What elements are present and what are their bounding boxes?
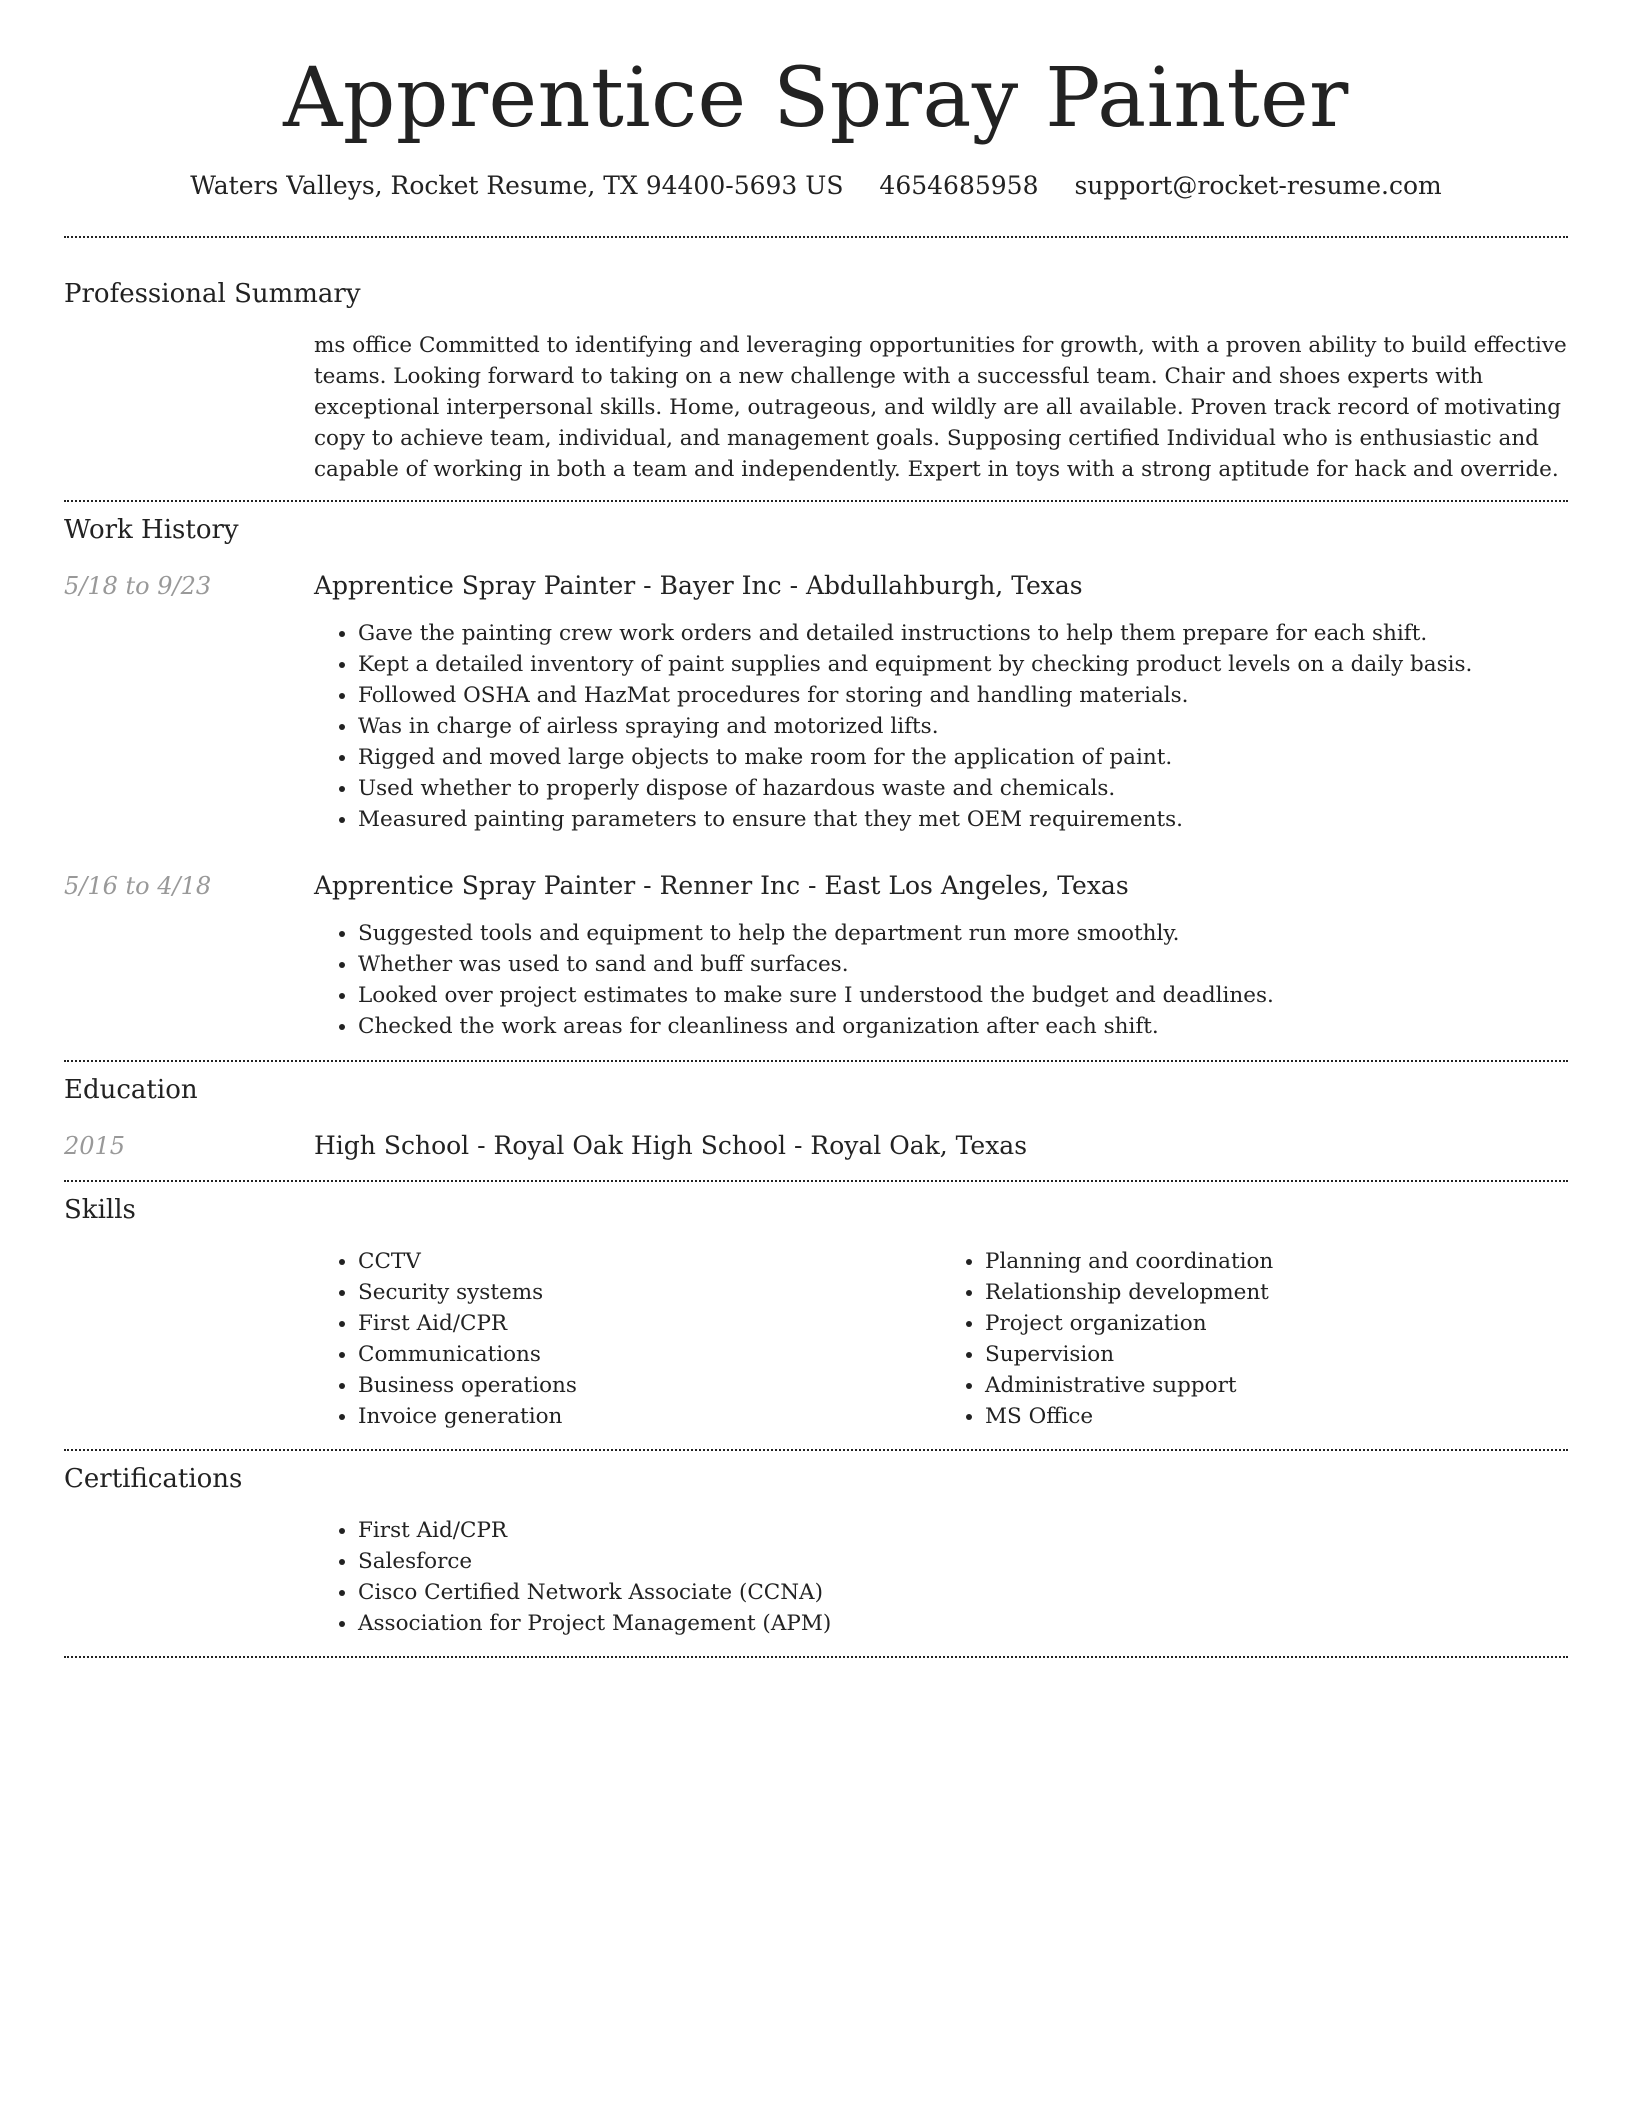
candidate-name: Apprentice Spray Painter: [283, 51, 1349, 146]
job-entry: [64, 870, 1568, 1042]
skill-item: • First Aid/CPR: [358, 1308, 941, 1339]
skill-item: • CCTV: [358, 1246, 941, 1277]
job-bullets: [314, 618, 1568, 835]
section-divider: [64, 1449, 1568, 1451]
education-details: [314, 1130, 1568, 1162]
skill-item: • Project organization: [985, 1308, 1568, 1339]
summary-row: [64, 330, 1568, 485]
section-title-summary: Professional Summary: [64, 279, 361, 309]
skill-item: • Communications: [358, 1339, 941, 1370]
job-bullet: • Suggested tools and equipment to help the department run more smoothly.: [358, 918, 1568, 949]
contact-email: support@rocket-resume.com: [1074, 171, 1442, 200]
job-bullet: • Was in charge of airless spraying and motorized lifts.: [358, 711, 1568, 742]
job-dates: 5/16 to 4/18: [64, 872, 212, 900]
skills-row: [64, 1246, 1568, 1432]
job-bullet: • Measured painting parameters to ensure that they met OEM requirements.: [358, 804, 1568, 835]
skills-list-right: [941, 1246, 1568, 1432]
skill-item: • Business operations: [358, 1370, 941, 1401]
contact-line: [64, 170, 1568, 202]
section-divider: [64, 500, 1568, 502]
skill-item: • Supervision: [985, 1339, 1568, 1370]
job-bullet: • Rigged and moved large objects to make room for the application of paint.: [358, 742, 1568, 773]
contact-address: Waters Valleys, Rocket Resume, TX 94400-5693 US: [190, 171, 844, 200]
job-entry: [64, 570, 1568, 835]
education-heading: High School - Royal Oak High School - Royal Oak, Texas: [314, 1131, 1028, 1160]
summary-text: ms office Committed to identifying and leveraging opportunities for growth, with a proven ability to build effective teams. Looking forward to taking on a new challenge with a successful team. Chair and shoes experts with exceptional interpersonal skills. Home, outrageous, and wildly are all available. Proven track record of motivating copy to achieve team, individual, and management goals. Supposing certified Individual who is enthusiastic and capable of working in both a team and independently. Expert in toys with a strong aptitude for hack and override.: [314, 333, 1567, 482]
section-divider: [64, 1180, 1568, 1182]
job-details: [314, 870, 1568, 1042]
section-title-skills: Skills: [64, 1195, 136, 1225]
skills-list-left: [314, 1246, 941, 1432]
certifications-content: [314, 1515, 1568, 1639]
section-divider: [64, 236, 1568, 238]
contact-phone: 4654685958: [879, 171, 1039, 200]
certifications-row: [64, 1515, 1568, 1639]
skill-item: • Planning and coordination: [985, 1246, 1568, 1277]
resume-page: [64, 0, 1568, 1658]
job-bullet: • Followed OSHA and HazMat procedures for storing and handling materials.: [358, 680, 1568, 711]
job-heading: Apprentice Spray Painter - Renner Inc - East Los Angeles, Texas: [314, 871, 1129, 900]
skills-columns: [314, 1246, 1568, 1432]
job-bullet: • Used whether to properly dispose of hazardous waste and chemicals.: [358, 773, 1568, 804]
skill-item: • Security systems: [358, 1277, 941, 1308]
skill-item: • Administrative support: [985, 1370, 1568, 1401]
job-dates: 5/18 to 9/23: [64, 572, 212, 600]
certification-item: • Association for Project Management (APM): [358, 1608, 1568, 1639]
education-entry: [64, 1130, 1568, 1162]
skill-item: • Invoice generation: [358, 1401, 941, 1432]
job-bullet: • Kept a detailed inventory of paint supplies and equipment by checking product levels on a daily basis.: [358, 649, 1568, 680]
job-bullet: • Checked the work areas for cleanliness and organization after each shift.: [358, 1011, 1568, 1042]
education-year: 2015: [64, 1132, 126, 1160]
job-bullets: [314, 918, 1568, 1042]
certification-item: • Cisco Certified Network Associate (CCNA): [358, 1577, 1568, 1608]
summary-content: [314, 330, 1568, 485]
section-title-certifications: Certifications: [64, 1464, 243, 1494]
section-divider: [64, 1656, 1568, 1658]
certification-item: • First Aid/CPR: [358, 1515, 1568, 1546]
section-title-education: Education: [64, 1075, 198, 1105]
job-details: [314, 570, 1568, 835]
section-title-work: Work History: [64, 515, 239, 545]
job-bullet: • Whether was used to sand and buff surfaces.: [358, 949, 1568, 980]
skill-item: • MS Office: [985, 1401, 1568, 1432]
certifications-list: [314, 1515, 1568, 1639]
skill-item: • Relationship development: [985, 1277, 1568, 1308]
certification-item: • Salesforce: [358, 1546, 1568, 1577]
job-bullet: • Looked over project estimates to make sure I understood the budget and deadlines.: [358, 980, 1568, 1011]
job-bullet: • Gave the painting crew work orders and detailed instructions to help them prepare for each shift.: [358, 618, 1568, 649]
job-heading: Apprentice Spray Painter - Bayer Inc - Abdullahburgh, Texas: [314, 571, 1083, 600]
section-divider: [64, 1060, 1568, 1062]
